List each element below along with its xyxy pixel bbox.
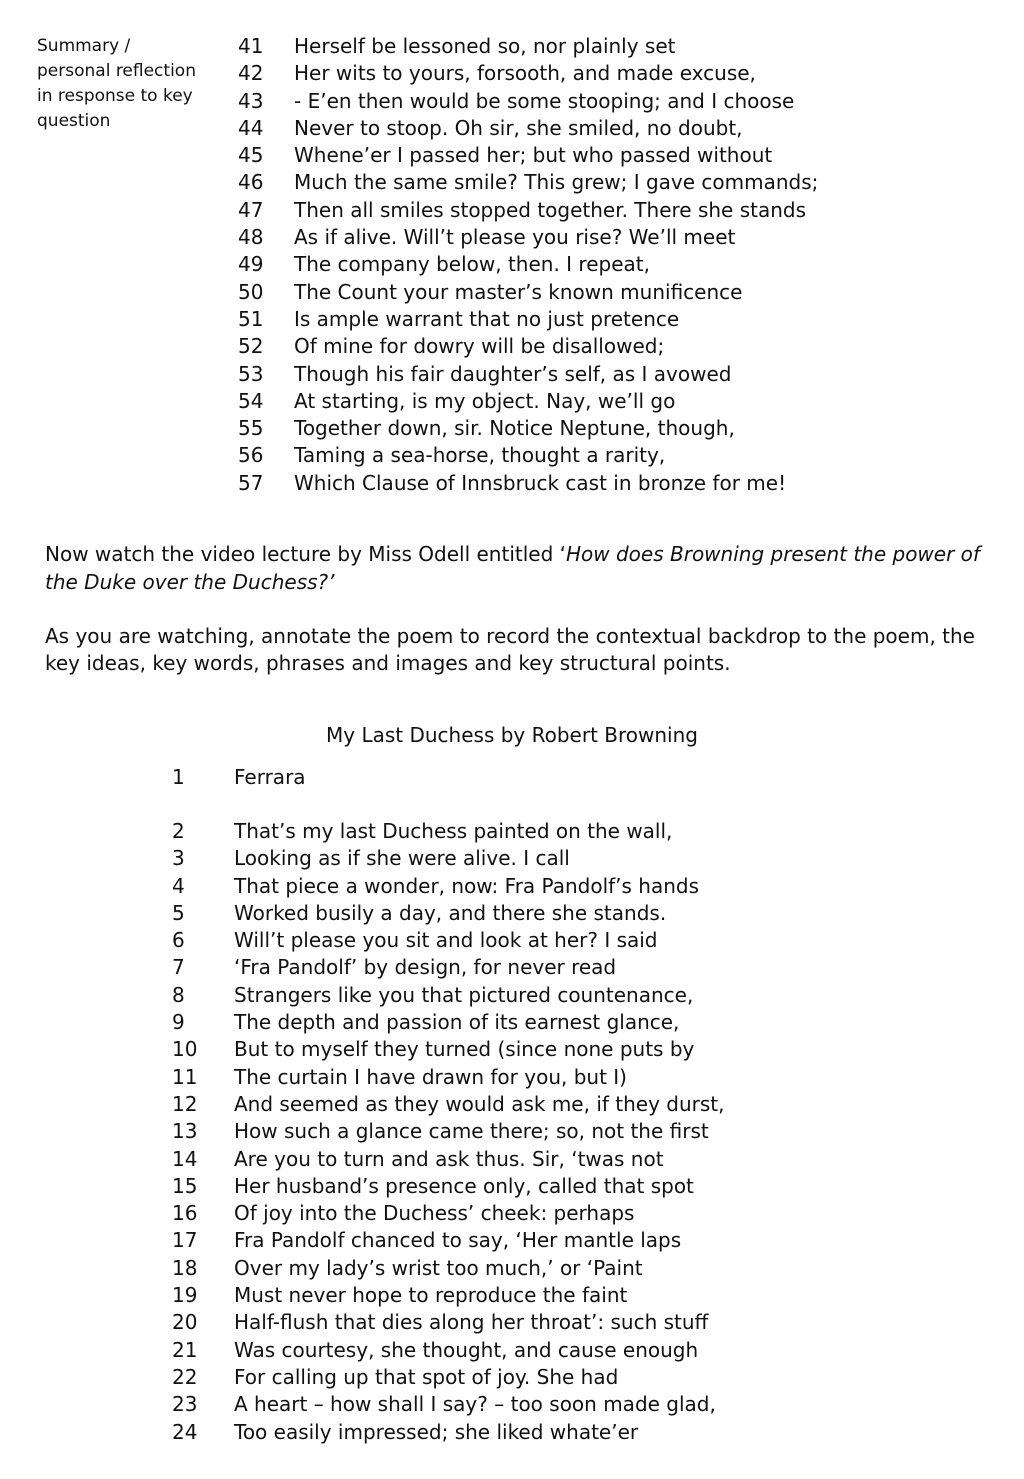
- poem-line: [172, 1364, 1012, 1391]
- line-text: Fra Pandolf chanced to say, ‘Her mantle laps: [234, 1228, 682, 1253]
- line-text: As if alive. Will’t please you rise? We’ll meet: [294, 225, 736, 250]
- line-number: 46: [238, 170, 264, 195]
- poem-line: [238, 60, 1018, 87]
- poem-line: [238, 115, 1018, 142]
- poem-line: [238, 33, 1018, 60]
- line-text: Of joy into the Duchess’ cheek: perhaps: [234, 1201, 635, 1226]
- line-number: 56: [238, 443, 264, 468]
- poem-line: [172, 1173, 1012, 1200]
- line-text: Which Clause of Innsbruck cast in bronze for me!: [294, 470, 787, 495]
- line-text: The curtain I have drawn for you, but I): [234, 1064, 627, 1089]
- poem-line: [172, 1255, 1012, 1282]
- line-number: 18: [172, 1255, 198, 1280]
- poem-line: [172, 1337, 1012, 1364]
- line-text: Are you to turn and ask thus. Sir, ‘twas not: [234, 1146, 664, 1171]
- line-number: 22: [172, 1364, 198, 1389]
- line-number: 53: [238, 361, 264, 386]
- line-number: 21: [172, 1337, 198, 1362]
- line-number: 11: [172, 1064, 198, 1089]
- video-lecture-title: How does Browning present the power of the Duke over the Duchess?’: [45, 542, 980, 594]
- poem-excerpt-top: [238, 33, 1018, 497]
- poem-line: [238, 197, 1018, 224]
- line-number: 17: [172, 1228, 198, 1253]
- line-number: 19: [172, 1283, 198, 1308]
- line-number: 14: [172, 1146, 198, 1171]
- poem-line: [172, 954, 1012, 981]
- poem-subtitle-line: [172, 763, 306, 791]
- poem-line: [172, 1064, 1012, 1091]
- line-number: 24: [172, 1419, 198, 1444]
- poem-line: [238, 142, 1018, 169]
- line-text: Together down, sir. Notice Neptune, though,: [294, 416, 735, 441]
- line-number: 6: [172, 928, 185, 953]
- line-number: 54: [238, 388, 264, 413]
- line-number: 55: [238, 416, 264, 441]
- line-text: Of mine for dowry will be disallowed;: [294, 334, 665, 359]
- poem-title: My Last Duchess by Robert Browning: [326, 723, 698, 747]
- line-number: 42: [238, 61, 264, 86]
- poem-line: [172, 873, 1012, 900]
- poem-line: [172, 1282, 1012, 1309]
- line-text: Taming a sea-horse, thought a rarity,: [294, 443, 666, 468]
- line-number: 10: [172, 1037, 198, 1062]
- poem-line: [172, 982, 1012, 1009]
- poem-line: [172, 1009, 1012, 1036]
- line-text: Herself be lessoned so, nor plainly set: [294, 34, 676, 58]
- line-text: - E’en then would be some stooping; and I choose: [294, 88, 795, 113]
- line-number: 48: [238, 225, 264, 250]
- poem-line: [238, 442, 1018, 469]
- video-instruction: [45, 540, 995, 596]
- line-number: 44: [238, 115, 264, 140]
- poem-line: [172, 1419, 1012, 1446]
- line-number: 47: [238, 197, 264, 222]
- poem-line: [172, 1200, 1012, 1227]
- line-text: Half-flush that dies along her throat’: such stuff: [234, 1310, 709, 1335]
- line-text: Looking as if she were alive. I call: [234, 846, 570, 871]
- line-number: 50: [238, 279, 264, 304]
- line-number: 5: [172, 900, 185, 925]
- poem-line: [238, 306, 1018, 333]
- line-number: 16: [172, 1201, 198, 1226]
- line-number: 57: [238, 470, 264, 495]
- line-text: A heart – how shall I say? – too soon made glad,: [234, 1392, 716, 1417]
- poem-line: [172, 1091, 1012, 1118]
- line-number: 49: [238, 252, 264, 277]
- poem-line: [172, 1227, 1012, 1254]
- poem-line: [238, 333, 1018, 360]
- line-text: Strangers like you that pictured countenance,: [234, 982, 694, 1007]
- line-text: Ferrara: [234, 765, 306, 789]
- line-text: That’s my last Duchess painted on the wall,: [234, 819, 673, 843]
- line-text: Must never hope to reproduce the faint: [234, 1283, 628, 1308]
- summary-reflection-label: Summary / personal reflection in response to key question: [37, 36, 196, 131]
- line-text: Then all smiles stopped together. There she stands: [294, 197, 807, 222]
- poem-line: [238, 279, 1018, 306]
- line-number: 9: [172, 1010, 185, 1035]
- line-number: 52: [238, 334, 264, 359]
- line-number: 41: [238, 34, 264, 58]
- poem-line: [172, 1391, 1012, 1418]
- line-number: 51: [238, 306, 264, 331]
- line-text: Never to stoop. Oh sir, she smiled, no doubt,: [294, 115, 743, 140]
- line-text: Over my lady’s wrist too much,’ or ‘Paint: [234, 1255, 643, 1280]
- line-text: The depth and passion of its earnest glance,: [234, 1010, 680, 1035]
- line-text: That piece a wonder, now: Fra Pandolf’s hands: [234, 873, 700, 898]
- poem-line: [172, 1309, 1012, 1336]
- line-number: 23: [172, 1392, 198, 1417]
- line-text: Though his fair daughter’s self, as I avowed: [294, 361, 732, 386]
- line-text: ‘Fra Pandolf’ by design, for never read: [234, 955, 617, 980]
- line-text: Is ample warrant that no just pretence: [294, 306, 680, 331]
- line-number: 4: [172, 873, 185, 898]
- poem-line: [238, 388, 1018, 415]
- line-text: Was courtesy, she thought, and cause enough: [234, 1337, 699, 1362]
- line-text: And seemed as they would ask me, if they durst,: [234, 1091, 725, 1116]
- line-number: 3: [172, 846, 185, 871]
- line-number: 43: [238, 88, 264, 113]
- line-text: Whene’er I passed her; but who passed without: [294, 143, 773, 168]
- poem-line: [172, 1146, 1012, 1173]
- line-number: 7: [172, 955, 185, 980]
- line-text: The Count your master’s known munificence: [294, 279, 743, 304]
- line-text: Too easily impressed; she liked whate’er: [234, 1419, 639, 1444]
- line-number: 20: [172, 1310, 198, 1335]
- poem-line: [172, 900, 1012, 927]
- line-text: For calling up that spot of joy. She had: [234, 1364, 619, 1389]
- poem-line: [238, 88, 1018, 115]
- line-text: The company below, then. I repeat,: [294, 252, 650, 277]
- poem-line: [238, 251, 1018, 278]
- line-text: How such a glance came there; so, not the first: [234, 1119, 709, 1144]
- poem-line: [172, 1118, 1012, 1145]
- line-text: Worked busily a day, and there she stands.: [234, 900, 667, 925]
- poem-line: [172, 818, 1012, 845]
- line-number: 1: [172, 765, 185, 789]
- line-number: 2: [172, 819, 185, 843]
- poem-body: [172, 818, 1012, 1446]
- line-number: 15: [172, 1173, 198, 1198]
- video-instruction-text: Now watch the video lecture by Miss Odell entitled ‘: [45, 542, 566, 566]
- poem-line: [238, 361, 1018, 388]
- poem-line: [238, 224, 1018, 251]
- line-number: 12: [172, 1091, 198, 1116]
- poem-line: [238, 470, 1018, 497]
- poem-line: [172, 1036, 1012, 1063]
- line-text: At starting, is my object. Nay, we’ll go: [294, 388, 676, 413]
- poem-line: [172, 845, 1012, 872]
- poem-line: [238, 169, 1018, 196]
- annotation-instruction: As you are watching, annotate the poem to record the contextual backdrop to the poem, the key ideas, key words, phrases and images and key structural points.: [45, 624, 975, 675]
- line-text: Her wits to yours, forsooth, and made excuse,: [294, 61, 756, 86]
- poem-line: [238, 415, 1018, 442]
- poem-line: [172, 927, 1012, 954]
- line-text: Will’t please you sit and look at her? I said: [234, 928, 658, 953]
- line-text: Much the same smile? This grew; I gave commands;: [294, 170, 819, 195]
- line-number: 13: [172, 1119, 198, 1144]
- line-number: 45: [238, 143, 264, 168]
- line-number: 8: [172, 982, 185, 1007]
- line-text: But to myself they turned (since none puts by: [234, 1037, 695, 1062]
- line-text: Her husband’s presence only, called that spot: [234, 1173, 694, 1198]
